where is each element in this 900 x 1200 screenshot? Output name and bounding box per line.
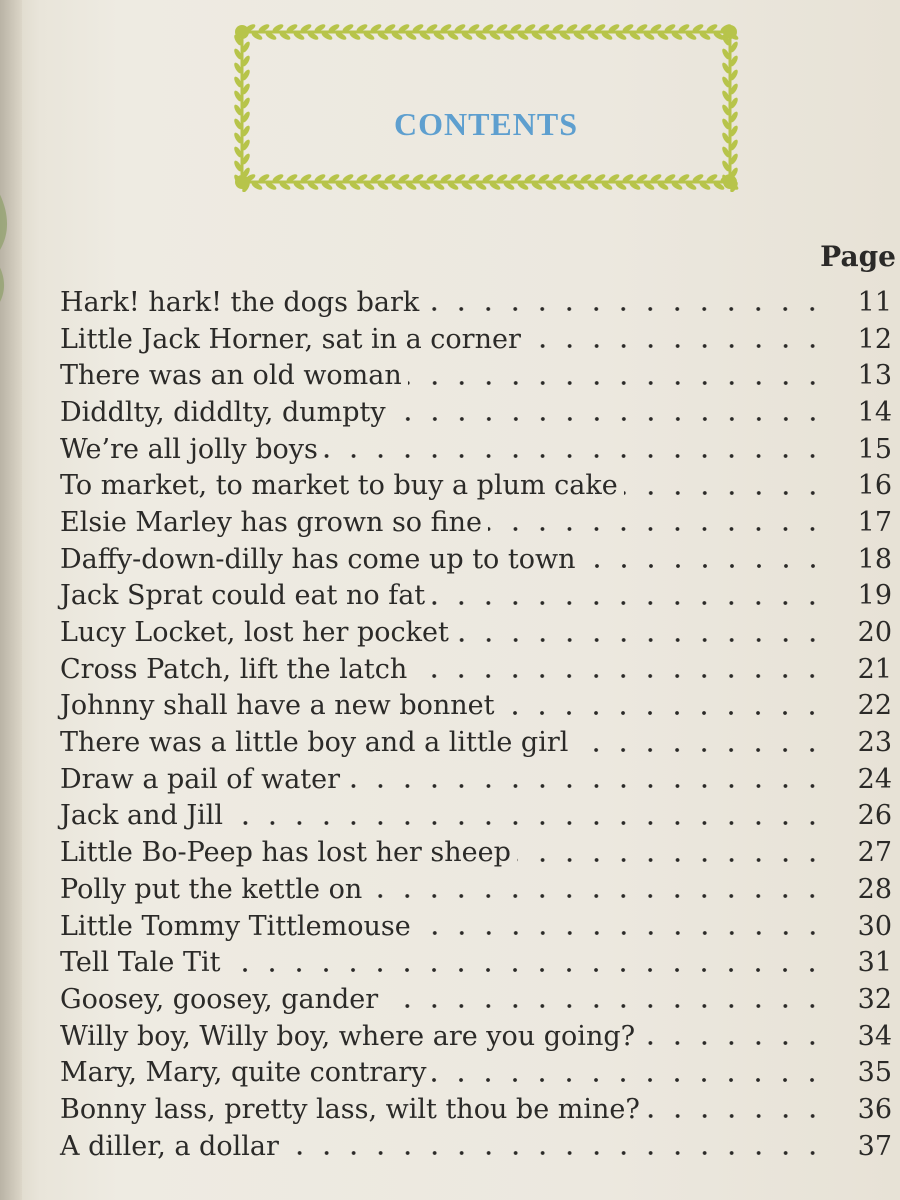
toc-entry: [60, 614, 892, 651]
toc-entry-page-number: 17: [857, 506, 892, 538]
toc-entry: [60, 1091, 892, 1128]
toc-entry: [60, 431, 892, 468]
dot-leader: [432, 1077, 826, 1083]
dot-leader: [229, 820, 826, 826]
toc-entry: [60, 467, 892, 504]
toc-entry-page-number: 21: [857, 653, 892, 685]
toc-entry-page-number: 35: [857, 1057, 892, 1089]
table-of-contents: [60, 284, 892, 1165]
toc-entry-title: Polly put the kettle on: [60, 873, 363, 905]
toc-entry-page-number: 19: [857, 580, 892, 612]
dot-leader: [641, 1040, 826, 1046]
toc-entry-page-number: 28: [857, 873, 892, 905]
toc-entry: [60, 761, 892, 798]
toc-entry-page-number: 32: [857, 983, 892, 1015]
toc-entry-title: Little Jack Horner, sat in a corner: [60, 323, 521, 355]
toc-entry-title: There was an old woman: [60, 360, 402, 392]
toc-entry-title: Goosey, goosey, gander: [60, 983, 379, 1015]
toc-entry-title: Lucy Locket, lost her pocket: [60, 617, 449, 649]
toc-entry: [60, 651, 892, 688]
toc-entry-title: Johnny shall have a new bonnet: [60, 690, 495, 722]
toc-entry-title: Little Bo-Peep has lost her sheep: [60, 837, 511, 869]
dot-leader: [324, 453, 826, 459]
toc-entry: [60, 1128, 892, 1165]
toc-entry-title: A diller, a dollar: [60, 1130, 279, 1162]
toc-entry: [60, 981, 892, 1018]
toc-entry: [60, 1018, 892, 1055]
toc-entry-title: We’re all jolly boys: [60, 433, 318, 465]
toc-entry: [60, 798, 892, 835]
toc-entry: [60, 578, 892, 615]
toc-entry-title: Little Tommy Tittlemouse: [60, 910, 411, 942]
page-column-label: Page: [820, 240, 896, 273]
dot-leader: [408, 380, 826, 386]
toc-entry-page-number: 20: [857, 617, 892, 649]
toc-entry-page-number: 18: [857, 543, 892, 575]
toc-entry-page-number: 26: [857, 800, 892, 832]
toc-entry: [60, 321, 892, 358]
toc-entry-page-number: 13: [857, 360, 892, 392]
toc-entry-title: Bonny lass, pretty lass, wilt thou be mine?: [60, 1093, 640, 1125]
toc-entry-page-number: 27: [857, 837, 892, 869]
contents-frame: [232, 22, 740, 192]
toc-entry-title: Hark! hark! the dogs bark: [60, 286, 420, 318]
toc-entry-page-number: 30: [857, 910, 892, 942]
dot-leader: [368, 893, 826, 899]
toc-entry-title: Daffy-down-dilly has come up to town: [60, 543, 576, 575]
dot-leader: [527, 343, 826, 349]
toc-entry: [60, 688, 892, 725]
toc-entry-title: To market, to market to buy a plum cake: [60, 470, 618, 502]
toc-entry: [60, 871, 892, 908]
dot-leader: [488, 526, 826, 532]
dot-leader: [582, 563, 826, 569]
toc-entry-title: Cross Patch, lift the latch: [60, 653, 408, 685]
toc-entry: [60, 357, 892, 394]
toc-entry: [60, 908, 892, 945]
dot-leader: [500, 710, 826, 716]
contents-heading: CONTENTS: [393, 106, 579, 142]
dot-leader: [384, 1003, 826, 1009]
toc-entry: [60, 504, 892, 541]
toc-entry-title: Mary, Mary, quite contrary: [60, 1057, 427, 1089]
dot-leader: [425, 306, 826, 312]
dot-leader: [285, 1150, 826, 1156]
dot-leader: [574, 747, 826, 753]
toc-entry-page-number: 37: [857, 1130, 892, 1162]
toc-entry: [60, 834, 892, 871]
toc-entry-page-number: 31: [857, 947, 892, 979]
toc-entry-page-number: 24: [857, 763, 892, 795]
toc-entry-page-number: 16: [857, 470, 892, 502]
dot-leader: [346, 783, 826, 789]
toc-entry-page-number: 34: [857, 1020, 892, 1052]
dot-leader: [455, 637, 826, 643]
dot-leader: [624, 490, 826, 496]
toc-entry: [60, 1054, 892, 1091]
toc-entry-page-number: 12: [857, 323, 892, 355]
toc-entry-title: Draw a pail of water: [60, 763, 341, 795]
toc-entry-page-number: 14: [857, 396, 892, 428]
toc-entry-title: Jack and Jill: [60, 800, 224, 832]
toc-entry: [60, 394, 892, 431]
toc-entry: [60, 724, 892, 761]
dot-leader: [392, 416, 826, 422]
dot-leader: [413, 673, 826, 679]
toc-entry: [60, 284, 892, 321]
toc-entry-page-number: 22: [857, 690, 892, 722]
dot-leader: [517, 857, 826, 863]
leaf-illustration-icon: [0, 178, 16, 308]
toc-entry-title: Tell Tale Tit: [60, 947, 221, 979]
dot-leader: [646, 1113, 826, 1119]
toc-entry-page-number: 36: [857, 1093, 892, 1125]
dot-leader: [417, 930, 826, 936]
toc-entry: [60, 944, 892, 981]
toc-entry-title: There was a little boy and a little girl: [60, 727, 569, 759]
dot-leader: [226, 967, 826, 973]
dot-leader: [431, 600, 826, 606]
toc-entry-title: Elsie Marley has grown so fine: [60, 506, 483, 538]
toc-entry-page-number: 23: [857, 727, 892, 759]
toc-entry-title: Diddlty, diddlty, dumpty: [60, 396, 386, 428]
toc-entry: [60, 541, 892, 578]
toc-entry-page-number: 11: [857, 286, 892, 318]
toc-entry-page-number: 15: [857, 433, 892, 465]
toc-entry-title: Jack Sprat could eat no fat: [60, 580, 426, 612]
toc-entry-title: Willy boy, Willy boy, where are you going?: [60, 1020, 636, 1052]
